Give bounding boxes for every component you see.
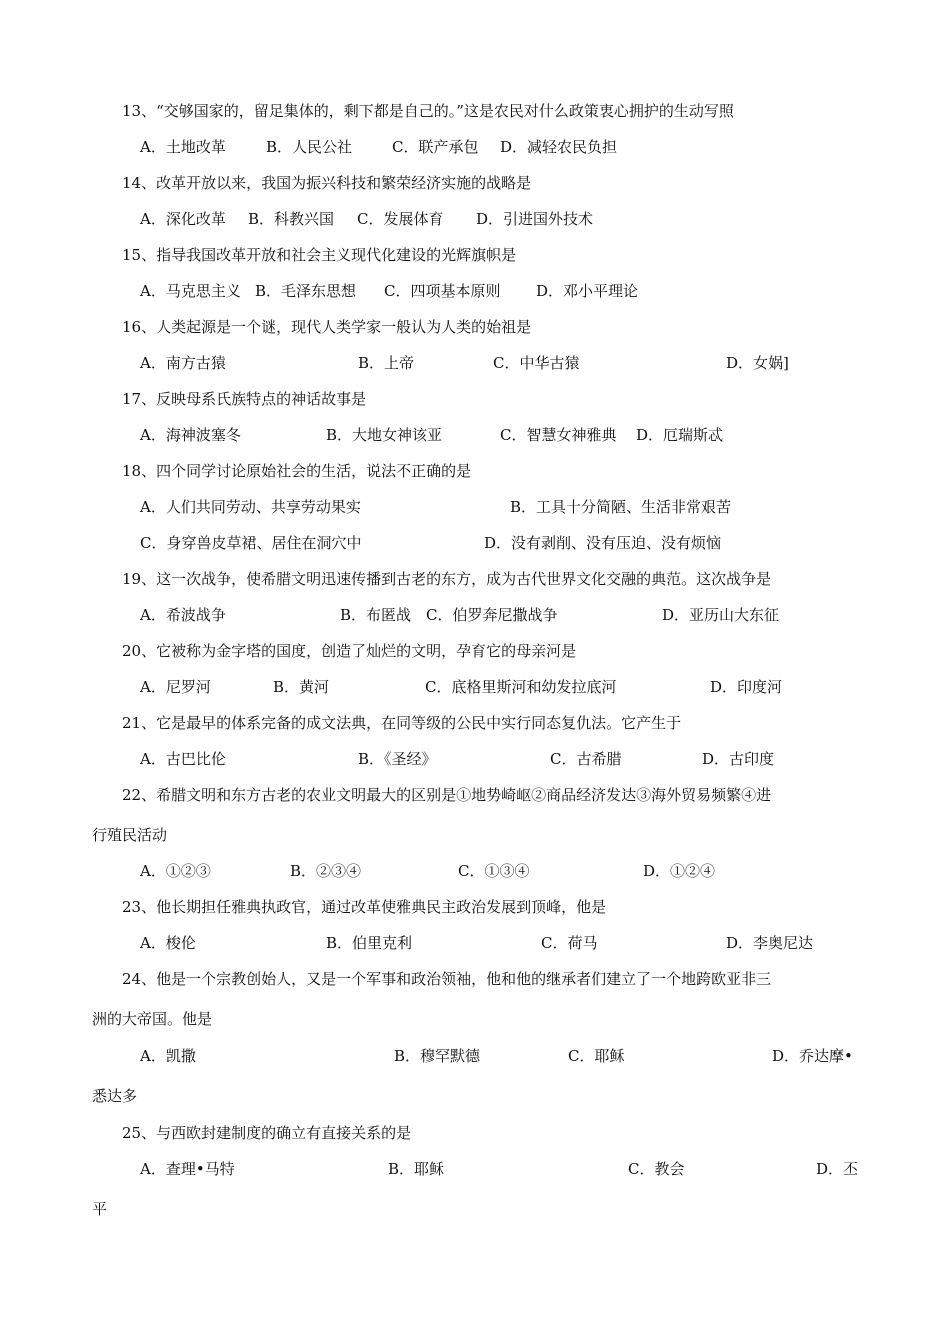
question-21-option-b: B．《圣经》 [358, 750, 437, 768]
question-17-option-c: C．智慧女神雅典 [500, 426, 617, 444]
question-24-option-a: A．凯撒 [140, 1047, 196, 1065]
question-24-option-c: C．耶稣 [568, 1047, 625, 1065]
question-14-option-b: B．科教兴国 [248, 210, 335, 228]
question-25-option-c: C．教会 [628, 1160, 685, 1178]
question-24-stem: 24、他是一个宗教创始人，又是一个军事和政治领袖，他和他的继承者们建立了一个地跨欧亚非三 [122, 970, 772, 988]
question-17-stem: 17、反映母系氏族特点的神话故事是 [122, 390, 367, 408]
question-23-stem: 23、他长期担任雅典执政官，通过改革使雅典民主政治发展到顶峰，他是 [122, 898, 607, 916]
question-18-option-d: D．没有剥削、没有压迫、没有烦恼 [484, 534, 722, 552]
question-19-stem: 19、这一次战争，使希腊文明迅速传播到古老的东方，成为古代世界文化交融的典范。这次战争是 [122, 570, 772, 588]
question-22-option-d: D．①②④ [643, 862, 716, 880]
question-17-option-b: B．大地女神该亚 [326, 426, 443, 444]
question-19-option-d: D．亚历山大东征 [662, 606, 780, 624]
question-14-option-c: C．发展体育 [357, 210, 444, 228]
question-15-option-b: B．毛泽东思想 [255, 282, 357, 300]
question-15-stem: 15、指导我国改革开放和社会主义现代化建设的光辉旗帜是 [122, 246, 517, 264]
question-24-option-d-continued: 悉达多 [92, 1087, 138, 1105]
question-16-option-d: D．女娲] [726, 354, 789, 372]
question-22-stem-continued: 行殖民活动 [92, 826, 168, 844]
question-24-option-d: D．乔达摩• [772, 1047, 853, 1065]
question-17-option-a: A．海神波塞冬 [140, 426, 241, 444]
question-14-option-a: A．深化改革 [140, 210, 226, 228]
question-18-option-b: B．工具十分简陋、生活非常艰苦 [510, 498, 732, 516]
question-23-option-c: C．荷马 [541, 934, 598, 952]
question-23-option-a: A．梭伦 [140, 934, 196, 952]
question-13-option-b: B．人民公社 [266, 138, 353, 156]
question-16-option-b: B．上帝 [358, 354, 415, 372]
question-13-stem: 13、“交够国家的，留足集体的，剩下都是自己的。”这是农民对什么政策衷心拥护的生动写照 [122, 102, 734, 120]
question-22-option-a: A．①②③ [140, 862, 211, 880]
question-22-option-b: B．②③④ [290, 862, 362, 880]
question-20-option-b: B．黄河 [273, 678, 330, 696]
question-13-option-d: D．减轻农民负担 [500, 138, 618, 156]
question-18-option-c: C．身穿兽皮草裙、居住在洞穴中 [140, 534, 362, 552]
question-19-option-c: C．伯罗奔尼撒战争 [426, 606, 558, 624]
question-18-stem: 18、四个同学讨论原始社会的生活，说法不正确的是 [122, 462, 472, 480]
question-14-option-d: D．引进国外技术 [476, 210, 594, 228]
question-24-stem-continued: 洲的大帝国。他是 [92, 1010, 213, 1028]
question-21-option-a: A．古巴比伦 [140, 750, 226, 768]
question-24-option-b: B．穆罕默德 [394, 1047, 481, 1065]
question-20-option-c: C．底格里斯河和幼发拉底河 [425, 678, 617, 696]
question-19-option-a: A．希波战争 [140, 606, 226, 624]
question-15-option-c: C．四项基本原则 [384, 282, 501, 300]
question-20-option-d: D．印度河 [710, 678, 783, 696]
question-25-option-d: D．丕 [816, 1160, 859, 1178]
question-16-stem: 16、人类起源是一个谜，现代人类学家一般认为人类的始祖是 [122, 318, 532, 336]
question-23-option-b: B．伯里克利 [326, 934, 413, 952]
question-15-option-d: D．邓小平理论 [536, 282, 639, 300]
question-15-option-a: A．马克思主义 [140, 282, 241, 300]
question-14-stem: 14、改革开放以来，我国为振兴科技和繁荣经济实施的战略是 [122, 174, 532, 192]
question-19-option-b: B．布匿战 [340, 606, 412, 624]
question-21-stem: 21、它是最早的体系完备的成文法典，在同等级的公民中实行同态复仇法。它产生于 [122, 714, 682, 732]
question-20-stem: 20、它被称为金字塔的国度，创造了灿烂的文明，孕育它的母亲河是 [122, 642, 577, 660]
question-16-option-c: C．中华古猿 [493, 354, 580, 372]
question-20-option-a: A．尼罗河 [140, 678, 211, 696]
question-13-option-c: C．联产承包 [392, 138, 479, 156]
question-13-option-a: A．土地改革 [140, 138, 226, 156]
question-21-option-c: C．古希腊 [550, 750, 622, 768]
question-23-option-d: D．李奥尼达 [726, 934, 814, 952]
question-25-option-b: B．耶稣 [388, 1160, 445, 1178]
question-17-option-d: D．厄瑞斯忒 [636, 426, 724, 444]
question-25-stem: 25、与西欧封建制度的确立有直接关系的是 [122, 1124, 412, 1142]
question-25-option-a: A．查理•马特 [140, 1160, 235, 1178]
question-22-stem: 22、希腊文明和东方古老的农业文明最大的区别是①地势崎岖②商品经济发达③海外贸易频繁④进 [122, 786, 772, 804]
question-18-option-a: A．人们共同劳动、共享劳动果实 [140, 498, 361, 516]
question-16-option-a: A．南方古猿 [140, 354, 226, 372]
question-22-option-c: C．①③④ [458, 862, 530, 880]
question-21-option-d: D．古印度 [702, 750, 775, 768]
question-25-option-d-continued: 平 [92, 1200, 108, 1218]
